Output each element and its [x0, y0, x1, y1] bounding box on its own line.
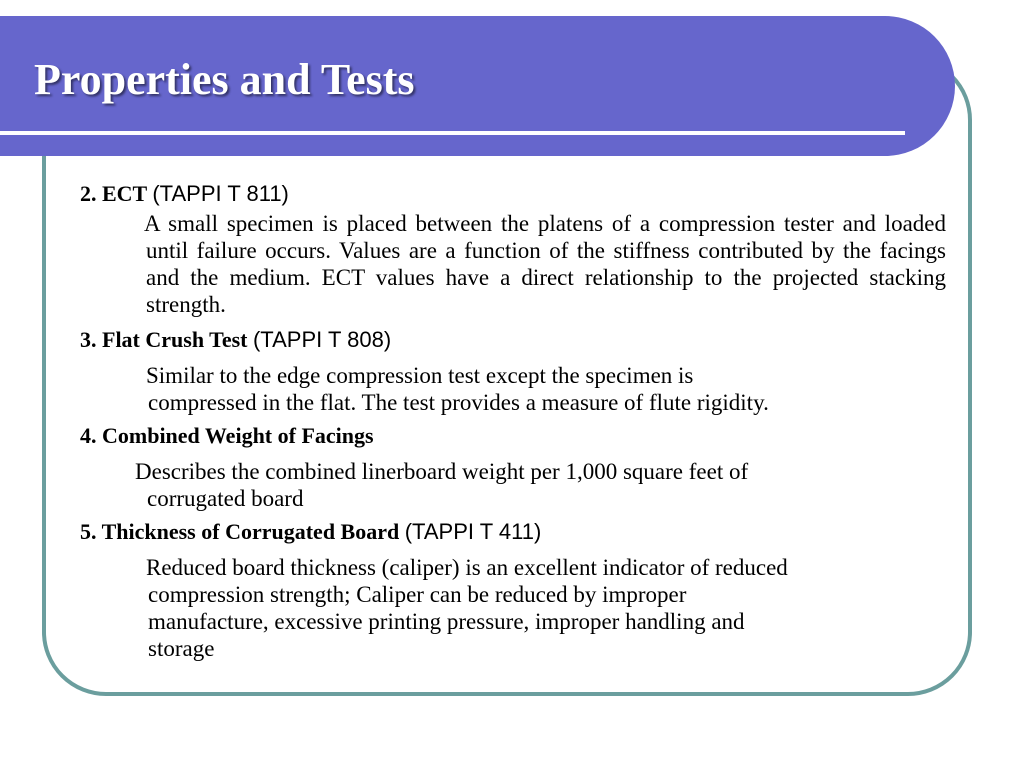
item-standard-thickness: (TAPPI T 411): [404, 519, 542, 544]
item-heading-ect: [80, 180, 946, 208]
item-standard-ect: (TAPPI T 811): [152, 181, 289, 206]
title-underline: [0, 131, 905, 135]
item-body-thickness: [146, 554, 946, 662]
item-heading-thickness: [80, 518, 946, 546]
item-body-flat-crush: [146, 362, 946, 416]
item-standard-flat-crush: (TAPPI T 808): [252, 327, 392, 352]
item-body-thickness-line: Reduced board thickness (caliper) is an excellent indicator of reduced: [146, 555, 788, 580]
item-heading-thickness-label: 5. Thickness of Corrugated Board: [80, 519, 405, 544]
item-body-combined-weight: [135, 458, 946, 512]
item-heading-flat-crush: [80, 326, 946, 354]
item-body-combined-weight-line: corrugated board: [147, 486, 304, 511]
item-heading-flat-crush-label: 3. Flat Crush Test: [80, 327, 253, 352]
item-body-thickness-line: storage: [148, 636, 215, 661]
item-body-ect-text: A small specimen is placed between the platens of a compression tester and loaded until failure occurs. Values are a function of the stiffness contributed by the facings and the medium. ECT values have a direct relationship to the projected stacking strength.: [144, 211, 946, 317]
item-body-combined-weight-line: Describes the combined linerboard weight per 1,000 square feet of: [135, 459, 749, 484]
item-body-ect: [146, 210, 946, 318]
slide-content: [80, 180, 946, 662]
item-body-flat-crush-line: compressed in the flat. The test provides a measure of flute rigidity.: [148, 390, 769, 415]
slide-title: Properties and Tests: [34, 55, 415, 104]
item-body-thickness-line: manufacture, excessive printing pressure, improper handling and: [148, 609, 745, 634]
item-heading-combined-weight-label: 4. Combined Weight of Facings: [80, 423, 374, 448]
item-heading-ect-label: 2. ECT: [80, 181, 153, 206]
item-body-thickness-line: compression strength; Caliper can be reduced by improper: [148, 582, 687, 607]
item-body-flat-crush-line: Similar to the edge compression test except the specimen is: [146, 363, 694, 388]
item-heading-combined-weight: [80, 422, 946, 450]
